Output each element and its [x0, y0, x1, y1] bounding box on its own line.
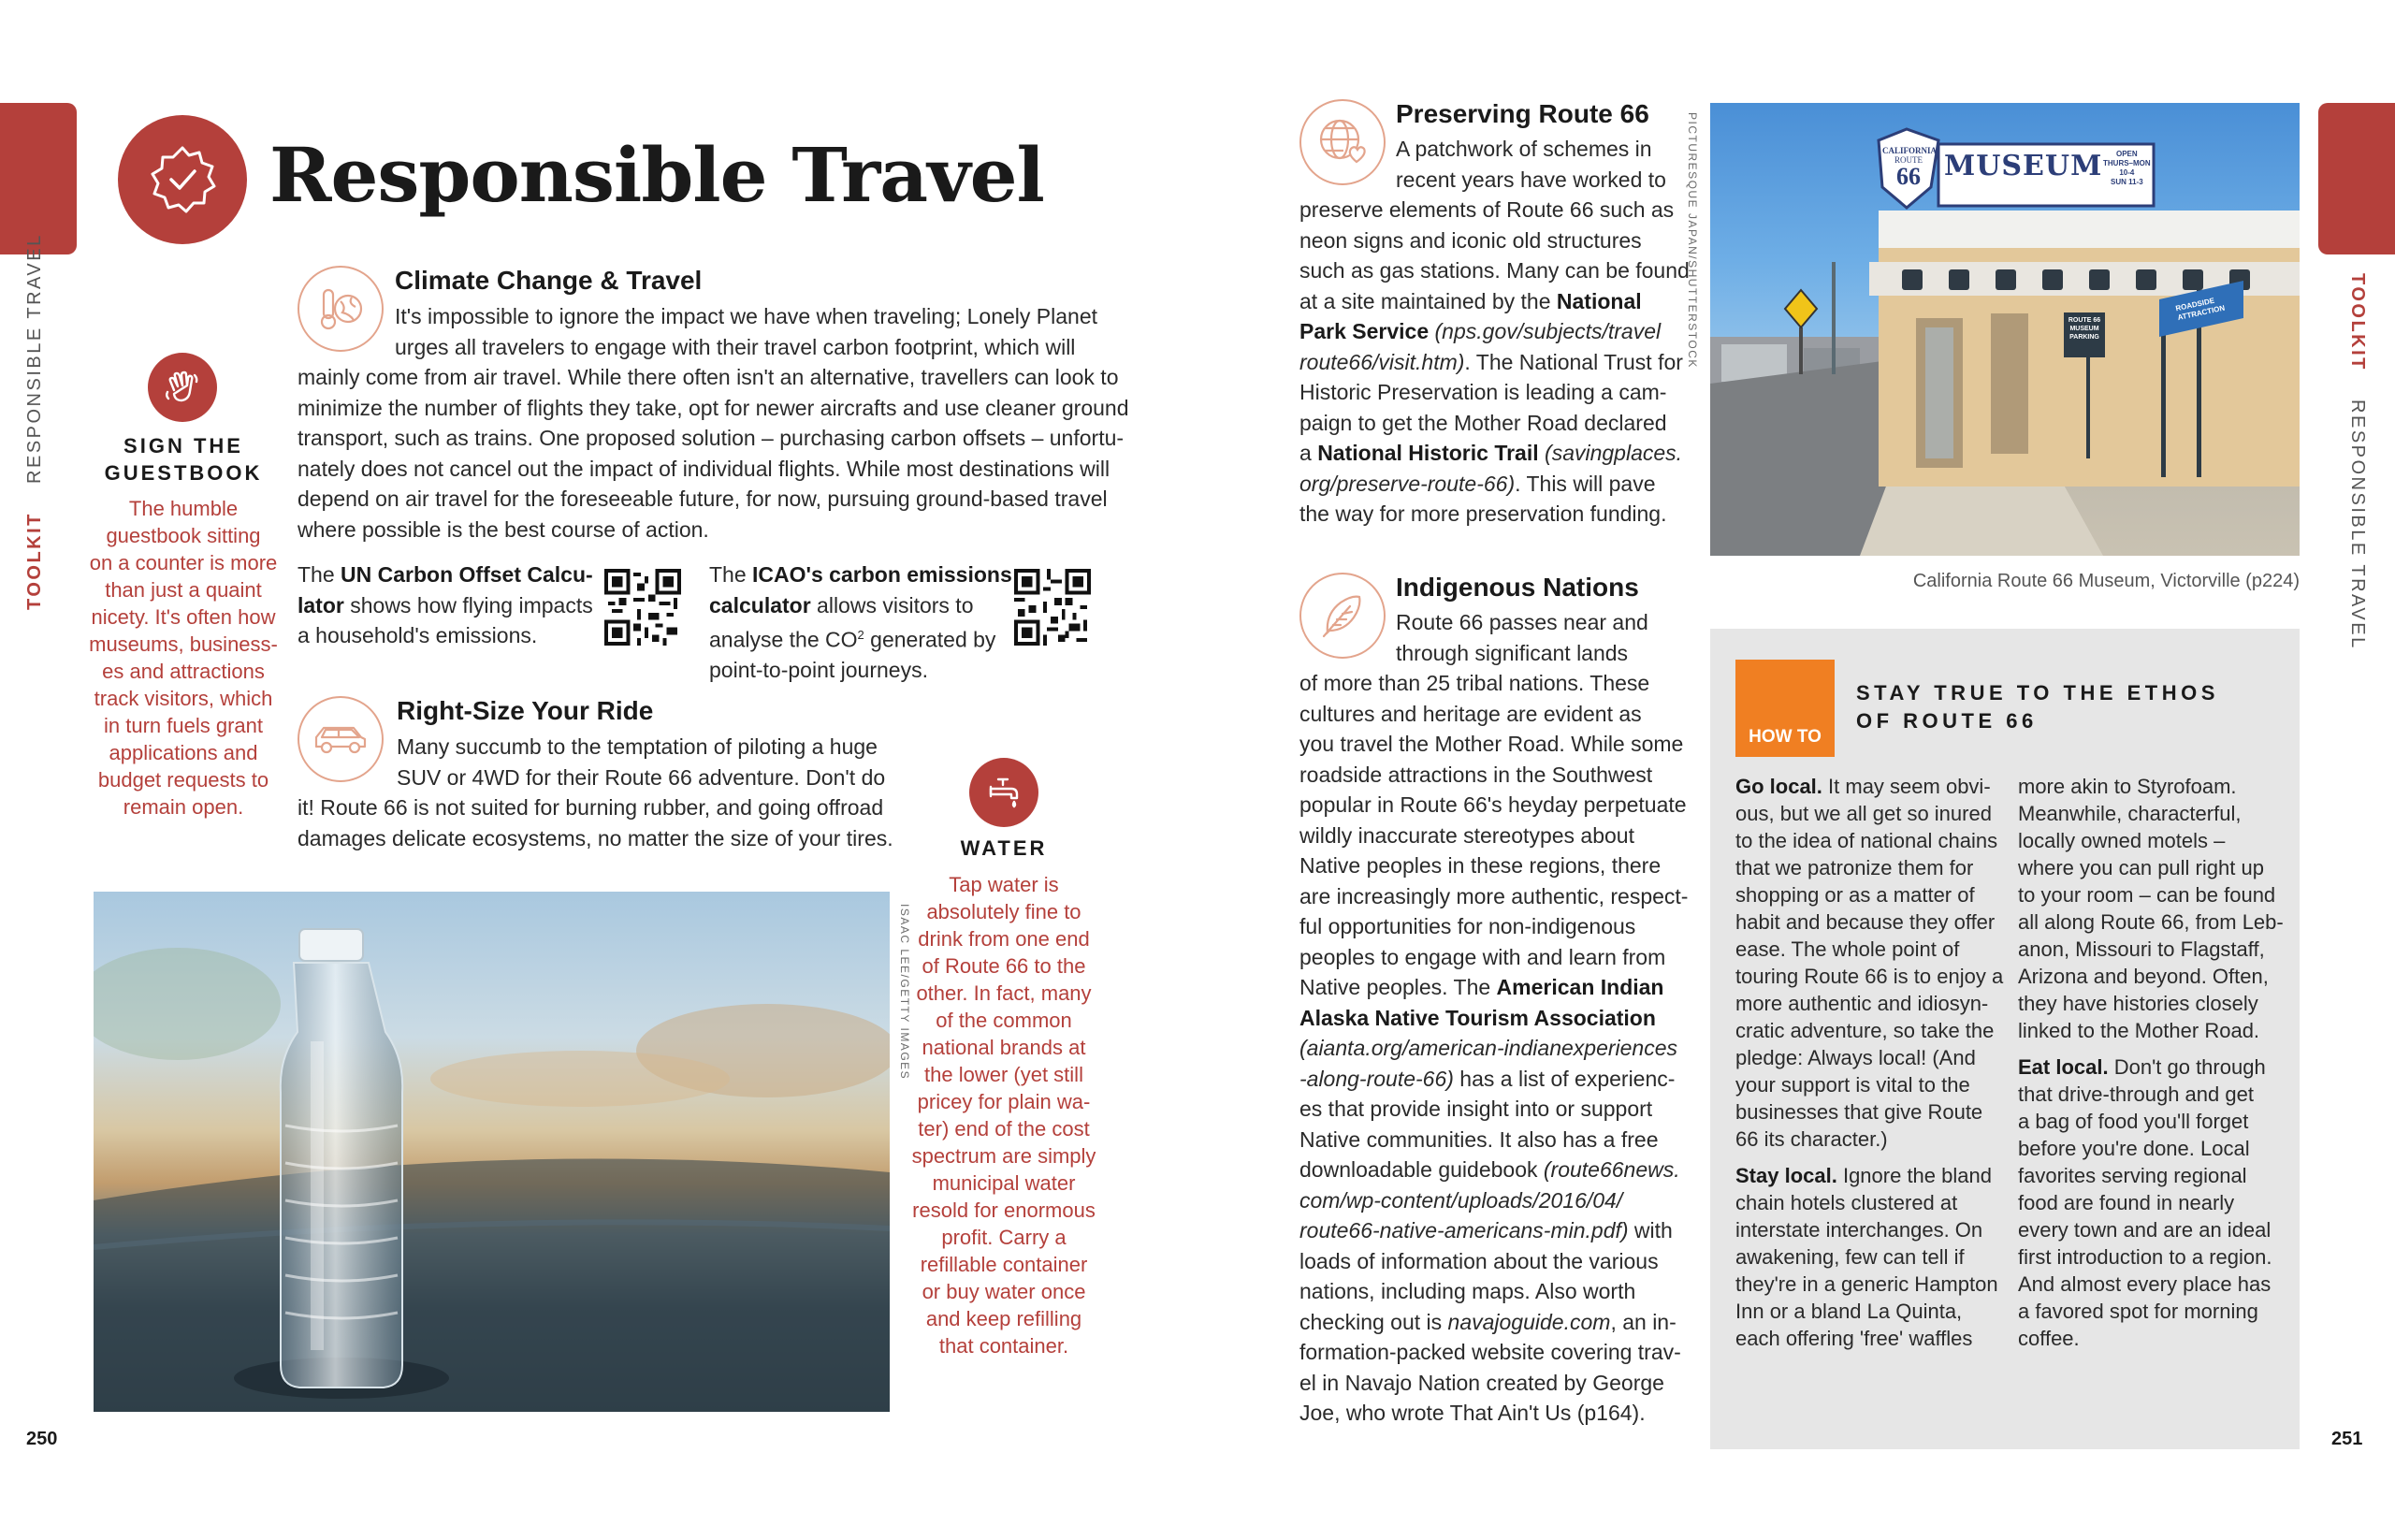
- howto-line: [2018, 1053, 2289, 1081]
- museum-sign-text: MUSEUM: [1944, 150, 2103, 182]
- guestbook-line: guestbook sitting: [106, 524, 261, 547]
- howto-line: chain hotels clustered at: [1735, 1191, 1958, 1214]
- howto-line: 66 its character.): [1735, 1127, 1888, 1151]
- icao-link[interactable]: calculator: [709, 592, 811, 617]
- ride-line: Many succumb to the temptation of piloting a huge: [397, 734, 878, 759]
- ride-body: [397, 732, 885, 792]
- spine-label-section: RESPONSIBLE TRAVEL: [24, 233, 45, 484]
- text-run: shows how flying impacts: [343, 592, 593, 617]
- howto-spacer: [2018, 1044, 2289, 1053]
- right-edge-tab: [2318, 103, 2395, 254]
- shield-route-text: ROUTE: [1894, 155, 1923, 165]
- photo-caption: California Route 66 Museum, Victorville (p224): [1912, 571, 2300, 591]
- indigenous-line: ful opportunities for non-indigenous: [1299, 914, 1636, 938]
- hours-line: THURS–MON: [2103, 159, 2151, 167]
- guestbook-heading-line: SIGN THE: [123, 434, 243, 458]
- shield-sign-text: [1882, 146, 1938, 190]
- preserving-line: A patchwork of schemes in: [1396, 137, 1652, 161]
- thermometer-globe-icon: [298, 266, 384, 352]
- water-line: that container.: [938, 1334, 1069, 1358]
- indigenous-line: Joe, who wrote That Ain't Us (p164).: [1299, 1401, 1646, 1425]
- indigenous-line: roadside attractions in the Southwest: [1299, 762, 1653, 787]
- howto-badge-label: HOW TO: [1749, 727, 1822, 747]
- indigenous-line: es that provide insight into or support: [1299, 1097, 1653, 1121]
- left-edge-tab: [0, 103, 77, 254]
- water-line: the lower (yet still: [924, 1063, 1083, 1086]
- howto-line: to the idea of national chains: [1735, 829, 1998, 852]
- guestbook-line: remain open.: [123, 795, 244, 819]
- preserving-body: [1396, 134, 1666, 195]
- howto-line: a favored spot for morning: [2018, 1300, 2258, 1323]
- indigenous-line: loads of information about the various: [1299, 1248, 1659, 1273]
- un-carbon-qr-code[interactable]: [604, 569, 681, 646]
- aianta-url[interactable]: -along-route-66): [1299, 1066, 1454, 1091]
- water-body: [906, 871, 1102, 1359]
- go-local-label: Go local.: [1735, 775, 1822, 798]
- un-carbon-link[interactable]: lator: [298, 592, 344, 617]
- preserving-line: neon signs and iconic old structures: [1299, 227, 1642, 253]
- preserving-line: paign to get the Mother Road declared: [1299, 410, 1667, 435]
- preserving-heading: Preserving Route 66: [1396, 99, 1649, 128]
- right-page-number: 251: [2331, 1429, 2363, 1449]
- text-run: , an in-: [1610, 1309, 1676, 1334]
- guestbook-line: es and attractions: [102, 660, 265, 683]
- eat-local-label: Eat local.: [2018, 1055, 2109, 1079]
- icao-link[interactable]: ICAO's carbon emissions: [752, 562, 1012, 587]
- shield-number-text: 66: [1896, 163, 1921, 190]
- hours-line: SUN 11-3: [2110, 178, 2143, 186]
- howto-line: ease. The whole point of: [1735, 937, 1960, 961]
- left-page-number: 250: [26, 1429, 58, 1449]
- text-run: a: [1299, 441, 1318, 465]
- aianta-link[interactable]: American Indian: [1496, 975, 1664, 999]
- howto-line: Meanwhile, characterful,: [2018, 802, 2242, 825]
- text-run: The: [709, 562, 753, 587]
- route-66-museum-photo: [1710, 103, 2300, 556]
- water-line: of the common: [936, 1009, 1072, 1032]
- text-run: checking out is: [1299, 1309, 1448, 1334]
- water-line: of Route 66 to the: [922, 954, 1086, 978]
- howto-title-line: STAY TRUE TO THE ETHOS: [1856, 681, 2219, 705]
- nps-link[interactable]: National: [1556, 288, 1642, 313]
- indigenous-line: cultures and heritage are evident as: [1299, 701, 1642, 726]
- howto-badge: [1735, 660, 1835, 757]
- indigenous-line: formation-packed website covering trav-: [1299, 1340, 1681, 1364]
- howto-line: habit and because they offer: [1735, 910, 1996, 934]
- preserving-line: recent years have worked to: [1396, 167, 1666, 192]
- guestbook-heading: [80, 432, 286, 487]
- guidebook-url[interactable]: route66-native-americans-min.pdf): [1299, 1218, 1629, 1242]
- water-heading: WATER: [960, 836, 1048, 860]
- text-run: a household's emissions.: [298, 623, 538, 647]
- howto-line: ous, but we all get so inured: [1735, 802, 1992, 825]
- howto-line: your support is vital to the: [1735, 1073, 1970, 1097]
- climate-body: [395, 301, 1097, 362]
- guidebook-url[interactable]: com/wp-content/uploads/2016/04/: [1299, 1187, 1623, 1213]
- howto-line: pledge: Always local! (And: [1735, 1046, 1976, 1069]
- guestbook-line: in turn fuels grant: [104, 714, 263, 737]
- guestbook-heading-line: GUESTBOOK: [104, 461, 263, 485]
- text-run: analyse the CO: [709, 627, 858, 652]
- climate-line: It's impossible to ignore the impact we have when traveling; Lonely Planet: [395, 304, 1098, 328]
- water-line: municipal water: [932, 1171, 1076, 1195]
- hours-line: 10-4: [2119, 168, 2135, 177]
- text-run: Ignore the bland: [1836, 1164, 1992, 1187]
- indigenous-line: nations, including maps. Also worth: [1299, 1279, 1636, 1303]
- spine-label-toolkit: TOOLKIT: [2347, 273, 2368, 371]
- aianta-url[interactable]: (aianta.org/american-indianexperiences: [1299, 1036, 1678, 1060]
- water-line: absolutely fine to: [926, 900, 1081, 923]
- howto-line: each offering 'free' waffles: [1735, 1327, 1973, 1350]
- indigenous-line: Route 66 passes near and: [1396, 610, 1648, 634]
- howto-line: Arizona and beyond. Often,: [2018, 965, 2269, 988]
- parking-sign-text: ROUTE 66 MUSEUM PARKING: [2068, 317, 2101, 341]
- howto-line: cratic adventure, so take the: [1735, 1019, 1995, 1042]
- climate-body-wide: [298, 362, 1129, 545]
- icao-qr-code[interactable]: [1014, 569, 1091, 646]
- howto-line: [1735, 1162, 2007, 1189]
- guestbook-line: The humble: [128, 497, 239, 520]
- howto-line: all along Route 66, from Leb-: [2018, 910, 2284, 934]
- howto-line: that we patronize them for: [1735, 856, 1974, 879]
- howto-line: linked to the Mother Road.: [2018, 1019, 2260, 1042]
- water-line: pricey for plain wa-: [917, 1090, 1091, 1113]
- shield-top-text: CALIFORNIA: [1882, 146, 1938, 155]
- howto-line: [1735, 773, 2007, 800]
- page-title: Responsible Travel: [269, 131, 1044, 219]
- text-run: Don't go through: [2108, 1055, 2266, 1079]
- savingplaces-url[interactable]: org/preserve-route-66): [1299, 471, 1516, 496]
- nps-url[interactable]: route66/visit.htm): [1299, 349, 1465, 374]
- howto-line: food are found in nearly: [2018, 1191, 2235, 1214]
- text-run: It may seem obvi-: [1822, 775, 1991, 798]
- indigenous-line: wildly inaccurate stereotypes about: [1299, 822, 1634, 848]
- left-spine-label: [24, 233, 46, 610]
- howto-line: coffee.: [2018, 1327, 2080, 1350]
- howto-line: anon, Missouri to Flagstaff,: [2018, 937, 2265, 961]
- howto-line: they have histories closely: [2018, 992, 2258, 1015]
- howto-line: more authentic and idiosyn-: [1735, 992, 1989, 1015]
- waving-hand-icon: [148, 353, 217, 422]
- nps-url[interactable]: (nps.gov/subjects/travel: [1429, 319, 1662, 343]
- spine-label-toolkit: TOOLKIT: [24, 512, 45, 610]
- preserving-line: Historic Preservation is leading a cam-: [1299, 380, 1667, 404]
- text-run: allows visitors to: [810, 592, 974, 617]
- text-run: Native peoples. The: [1299, 975, 1497, 999]
- ride-line: damages delicate ecosystems, no matter the size of your tires.: [298, 825, 893, 850]
- text-run: generated by: [864, 627, 996, 652]
- guestbook-line: applications and: [109, 741, 258, 764]
- guestbook-body: [80, 495, 286, 821]
- un-carbon-text: [298, 559, 593, 651]
- water-line: national brands at: [922, 1036, 1086, 1059]
- indigenous-line: el in Navajo Nation created by George: [1299, 1370, 1664, 1395]
- faucet-icon: [969, 758, 1038, 827]
- water-bottle-photo: [94, 892, 890, 1412]
- feather-icon: [1299, 573, 1386, 659]
- howto-title-line: OF ROUTE 66: [1856, 709, 2038, 733]
- guestbook-line: track visitors, which: [94, 687, 273, 710]
- howto-line: touring Route 66 is to enjoy a: [1735, 965, 2004, 988]
- climate-line: where possible is the best course of action.: [298, 516, 709, 542]
- howto-line: businesses that give Route: [1735, 1100, 1983, 1124]
- preserving-line: preserve elements of Route 66 such as: [1299, 197, 1675, 222]
- savingplaces-url[interactable]: (savingplaces.: [1538, 441, 1683, 465]
- guestbook-line: budget requests to: [97, 768, 269, 792]
- water-line: or buy water once: [922, 1280, 1086, 1303]
- howto-line: And almost every place has: [2018, 1272, 2272, 1296]
- howto-column-1: [1735, 773, 2007, 1352]
- suv-car-icon: [298, 696, 384, 782]
- howto-line: to your room – can be found: [2018, 883, 2276, 907]
- right-spine-label: [2346, 273, 2368, 650]
- text-run: at a site maintained by the: [1299, 288, 1557, 313]
- water-line: Tap water is: [949, 873, 1059, 896]
- isaac-lee-credit: ISAAC LEE/GETTY IMAGES: [898, 904, 911, 1081]
- navajoguide-url[interactable]: navajoguide.com: [1447, 1309, 1611, 1334]
- howto-line: Inn or a bland La Quinta,: [1735, 1300, 1963, 1323]
- water-line: resold for enormous: [912, 1199, 1096, 1222]
- howto-line: that drive-through and get: [2018, 1082, 2254, 1106]
- howto-title: [1856, 679, 2219, 735]
- howto-line: awakening, few can tell if: [1735, 1245, 1965, 1269]
- water-line: ter) end of the cost: [918, 1117, 1090, 1140]
- aianta-link[interactable]: Alaska Native Tourism Association: [1299, 1005, 1656, 1030]
- indigenous-body-wide: [1299, 668, 1688, 1429]
- ride-body-wide: [298, 792, 893, 853]
- guestbook-line: museums, business-: [89, 632, 278, 656]
- hours-line: OPEN: [2116, 150, 2138, 158]
- howto-line: interstate interchanges. On: [1735, 1218, 1983, 1242]
- howto-line: locally owned motels –: [2018, 829, 2226, 852]
- preserving-line: such as gas stations. Many can be found: [1299, 258, 1690, 283]
- howto-line: every town and are an ideal: [2018, 1218, 2272, 1242]
- water-line: spectrum are simply: [911, 1144, 1096, 1168]
- water-line: refillable container: [920, 1253, 1088, 1276]
- indigenous-line: are increasingly more authentic, respect-: [1299, 883, 1689, 908]
- indigenous-heading: Indigenous Nations: [1396, 573, 1639, 602]
- howto-column-2: [2018, 773, 2289, 1352]
- ride-heading: Right-Size Your Ride: [397, 696, 654, 725]
- howto-line: favorites serving regional: [2018, 1164, 2247, 1187]
- howto-line: a bag of food you'll forget: [2018, 1110, 2249, 1133]
- water-line: and keep refilling: [925, 1307, 1082, 1330]
- text-run: . The National Trust for: [1464, 349, 1683, 374]
- climate-line: transport, such as trains. One proposed solution – purchasing carbon offsets – unfortu-: [298, 426, 1125, 450]
- indigenous-body: [1396, 607, 1648, 668]
- guestbook-line: nicety. It's often how: [91, 605, 276, 629]
- shutterstock-credit: PICTURESQUE JAPAN/SHUTTERSTOCK: [1686, 112, 1699, 369]
- indigenous-line: you travel the Mother Road. While some: [1299, 732, 1684, 756]
- indigenous-line: Native peoples in these regions, there: [1299, 853, 1662, 878]
- guestbook-line: on a counter is more: [89, 551, 278, 574]
- climate-line: mainly come from air travel. While there often isn't an alternative, travellers can look to: [298, 365, 1119, 389]
- icao-text: [709, 559, 1012, 686]
- indigenous-line: through significant lands: [1396, 640, 1629, 665]
- howto-line: first introduction to a region.: [2018, 1245, 2272, 1269]
- roadside-sign-text: ROADSIDE ATTRACTION: [2174, 296, 2226, 323]
- text-run: downloadable guidebook: [1299, 1157, 1544, 1182]
- stay-local-label: Stay local.: [1735, 1164, 1837, 1187]
- indigenous-line: of more than 25 tribal nations. These: [1299, 671, 1650, 695]
- text-run: has a list of experienc-: [1453, 1066, 1676, 1091]
- guidebook-url[interactable]: (route66news.: [1543, 1157, 1680, 1182]
- preserving-line: the way for more preservation funding.: [1299, 501, 1667, 526]
- howto-line: before you're done. Local: [2018, 1137, 2250, 1160]
- text-run: with: [1628, 1218, 1673, 1242]
- indigenous-line: popular in Route 66's heyday perpetuate: [1299, 792, 1687, 817]
- responsible-badge-icon: [118, 115, 247, 244]
- howto-line: where you can pull right up: [2018, 856, 2264, 879]
- climate-line: depend on air travel for the foreseeable future, for now, pursuing ground-based travel: [298, 487, 1108, 511]
- text-run: The: [298, 562, 341, 587]
- ride-line: SUV or 4WD for their Route 66 adventure. Don't do: [397, 764, 886, 790]
- howto-line: more akin to Styrofoam.: [2018, 775, 2237, 798]
- howto-line: shopping or as a matter of: [1735, 883, 1975, 907]
- water-line: profit. Carry a: [941, 1226, 1067, 1249]
- historic-trail-link[interactable]: National Historic Trail: [1317, 441, 1539, 465]
- indigenous-line: peoples to engage with and learn from: [1299, 944, 1666, 969]
- climate-line: nately does not cancel out the impact of individual flights. While most destinations will: [298, 456, 1110, 481]
- howto-line: they're in a generic Hampton: [1735, 1272, 1998, 1296]
- indigenous-line: Native communities. It also has a free: [1299, 1126, 1659, 1152]
- water-line: other. In fact, many: [916, 981, 1092, 1005]
- preserving-body-wide: [1299, 195, 1690, 530]
- climate-line: minimize the number of flights they take, opt for newer aircrafts and use cleaner ground: [298, 395, 1129, 420]
- subscript-2: 2: [857, 628, 864, 642]
- climate-line: urges all travelers to engage with their travel carbon footprint, which will: [395, 334, 1076, 359]
- globe-heart-icon: [1299, 99, 1386, 185]
- climate-heading: Climate Change & Travel: [395, 266, 703, 295]
- un-carbon-link[interactable]: UN Carbon Offset Calcu-: [341, 562, 593, 587]
- guestbook-line: than just a quaint: [105, 578, 262, 602]
- nps-link[interactable]: Park Service: [1299, 319, 1430, 343]
- text-run: . This will pave: [1515, 471, 1656, 496]
- water-line: drink from one end: [918, 927, 1090, 951]
- ride-line: it! Route 66 is not suited for burning rubber, and going offroad: [298, 795, 884, 820]
- spine-label-section: RESPONSIBLE TRAVEL: [2347, 400, 2368, 650]
- howto-spacer: [1735, 1153, 2007, 1162]
- museum-hours-text: [2103, 150, 2151, 187]
- text-run: point-to-point journeys.: [709, 658, 928, 683]
